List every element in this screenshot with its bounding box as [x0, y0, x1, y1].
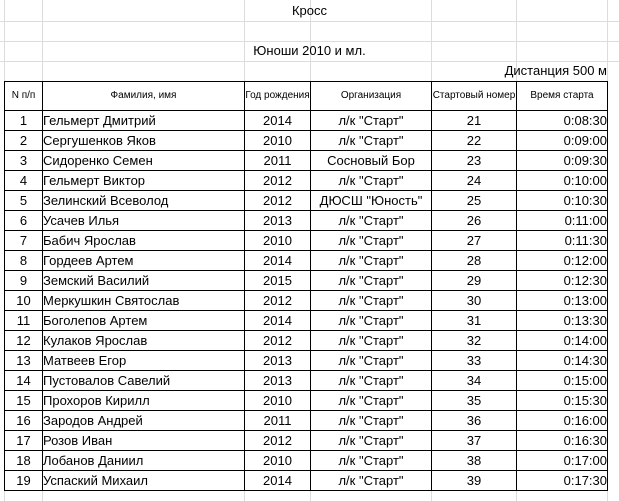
start-list-table	[4, 81, 608, 491]
cell-start-time[interactable]: 0:12:30	[517, 271, 608, 291]
cell-start-time[interactable]: 0:14:30	[517, 351, 608, 371]
cell-bib[interactable]: 28	[432, 251, 517, 271]
header-num[interactable]: N п/п	[5, 82, 43, 111]
cell-org[interactable]: л/к "Старт"	[311, 291, 432, 311]
cell-org[interactable]: л/к "Старт"	[311, 111, 432, 131]
cell-bib[interactable]: 24	[432, 171, 517, 191]
cell-year[interactable]: 2011	[245, 151, 311, 171]
cell-name[interactable]: Пустовалов Савелий	[43, 371, 245, 391]
cell-name[interactable]: Зародов Андрей	[43, 411, 245, 431]
cell-bib[interactable]: 37	[432, 431, 517, 451]
cell-start-time[interactable]: 0:17:30	[517, 471, 608, 491]
table-row	[5, 351, 608, 371]
table-row	[5, 171, 608, 191]
cell-org[interactable]: л/к "Старт"	[311, 451, 432, 471]
cell-num[interactable]: 1	[5, 111, 43, 131]
cell-bib[interactable]: 31	[432, 311, 517, 331]
table-row	[5, 231, 608, 251]
cell-bib[interactable]: 35	[432, 391, 517, 411]
cell-start-time[interactable]: 0:16:30	[517, 431, 608, 451]
cell-year[interactable]: 2013	[245, 211, 311, 231]
cell-bib[interactable]: 21	[432, 111, 517, 131]
cell-year[interactable]: 2014	[245, 471, 311, 491]
cell-num[interactable]: 13	[5, 351, 43, 371]
cell-num[interactable]: 4	[5, 171, 43, 191]
cell-bib[interactable]: 33	[432, 351, 517, 371]
cell-num[interactable]: 10	[5, 291, 43, 311]
cell-year[interactable]: 2012	[245, 291, 311, 311]
cell-num[interactable]: 11	[5, 311, 43, 331]
cell-bib[interactable]: 29	[432, 271, 517, 291]
cell-org[interactable]: Сосновый Бор	[311, 151, 432, 171]
cell-bib[interactable]: 32	[432, 331, 517, 351]
cell-num[interactable]: 14	[5, 371, 43, 391]
header-year[interactable]: Год рождения	[245, 82, 311, 111]
cell-year[interactable]: 2010	[245, 131, 311, 151]
cell-org[interactable]: л/к "Старт"	[311, 431, 432, 451]
cell-start-time[interactable]: 0:14:00	[517, 331, 608, 351]
cell-start-time[interactable]: 0:08:30	[517, 111, 608, 131]
cell-name[interactable]: Боголепов Артем	[43, 311, 245, 331]
cell-year[interactable]: 2014	[245, 111, 311, 131]
cell-num[interactable]: 12	[5, 331, 43, 351]
cell-name[interactable]: Кулаков Ярослав	[43, 331, 245, 351]
cell-name[interactable]: Прохоров Кирилл	[43, 391, 245, 411]
cell-start-time[interactable]: 0:11:00	[517, 211, 608, 231]
cell-bib[interactable]: 34	[432, 371, 517, 391]
header-start[interactable]: Время старта	[517, 82, 608, 111]
table-row	[5, 191, 608, 211]
header-bib[interactable]: Стартовый номер	[432, 82, 517, 111]
table-row	[5, 331, 608, 351]
cell-name[interactable]: Бабич Ярослав	[43, 231, 245, 251]
cell-start-time[interactable]: 0:12:00	[517, 251, 608, 271]
cell-start-time[interactable]: 0:10:00	[517, 171, 608, 191]
table-row	[5, 251, 608, 271]
gridline	[0, 21, 619, 22]
cell-year[interactable]: 2010	[245, 391, 311, 411]
cell-org[interactable]: л/к "Старт"	[311, 351, 432, 371]
cell-year[interactable]: 2012	[245, 191, 311, 211]
cell-year[interactable]: 2014	[245, 311, 311, 331]
table-row	[5, 151, 608, 171]
cell-year[interactable]: 2010	[245, 231, 311, 251]
cell-year[interactable]: 2014	[245, 251, 311, 271]
cell-org[interactable]: л/к "Старт"	[311, 371, 432, 391]
cell-num[interactable]: 15	[5, 391, 43, 411]
table-row	[5, 291, 608, 311]
cell-year[interactable]: 2013	[245, 351, 311, 371]
cell-org[interactable]: л/к "Старт"	[311, 251, 432, 271]
cell-name[interactable]: Зелинский Всеволод	[43, 191, 245, 211]
cell-bib[interactable]: 23	[432, 151, 517, 171]
cell-start-time[interactable]: 0:13:00	[517, 291, 608, 311]
cell-name[interactable]: Матвеев Егор	[43, 351, 245, 371]
table-body	[5, 111, 608, 491]
table-row	[5, 111, 608, 131]
cell-name[interactable]: Гельмерт Виктор	[43, 171, 245, 191]
cell-bib[interactable]: 22	[432, 131, 517, 151]
cell-org[interactable]: л/к "Старт"	[311, 411, 432, 431]
cell-num[interactable]: 17	[5, 431, 43, 451]
cell-name[interactable]: Розов Иван	[43, 431, 245, 451]
table-row	[5, 271, 608, 291]
cell-year[interactable]: 2013	[245, 371, 311, 391]
cell-year[interactable]: 2011	[245, 411, 311, 431]
cell-bib[interactable]: 30	[432, 291, 517, 311]
cell-year[interactable]: 2015	[245, 271, 311, 291]
cell-org[interactable]: л/к "Старт"	[311, 271, 432, 291]
cell-start-time[interactable]: 0:09:00	[517, 131, 608, 151]
cell-num[interactable]: 8	[5, 251, 43, 271]
cell-num[interactable]: 6	[5, 211, 43, 231]
cell-name[interactable]: Меркушкин Святослав	[43, 291, 245, 311]
header-org[interactable]: Организация	[311, 82, 432, 111]
cell-name[interactable]: Гордеев Артем	[43, 251, 245, 271]
cell-start-time[interactable]: 0:16:00	[517, 411, 608, 431]
cell-name[interactable]: Успаский Михаил	[43, 471, 245, 491]
cell-start-time[interactable]: 0:15:00	[517, 371, 608, 391]
cell-num[interactable]: 16	[5, 411, 43, 431]
cell-name[interactable]: Сидоренко Семен	[43, 151, 245, 171]
cell-bib[interactable]: 38	[432, 451, 517, 471]
cell-year[interactable]: 2012	[245, 171, 311, 191]
cell-org[interactable]: л/к "Старт"	[311, 471, 432, 491]
cell-year[interactable]: 2012	[245, 431, 311, 451]
cell-num[interactable]: 19	[5, 471, 43, 491]
table-header-row	[5, 82, 608, 111]
distance-label[interactable]: Дистанция 500 м	[504, 63, 607, 78]
cell-bib[interactable]: 25	[432, 191, 517, 211]
cell-num[interactable]: 18	[5, 451, 43, 471]
cell-org[interactable]: л/к "Старт"	[311, 331, 432, 351]
cell-org[interactable]: л/к "Старт"	[311, 311, 432, 331]
cell-org[interactable]: л/к "Старт"	[311, 391, 432, 411]
cell-num[interactable]: 7	[5, 231, 43, 251]
table-row	[5, 211, 608, 231]
cell-num[interactable]: 2	[5, 131, 43, 151]
cell-year[interactable]: 2010	[245, 451, 311, 471]
cell-org[interactable]: л/к "Старт"	[311, 131, 432, 151]
table-row	[5, 451, 608, 471]
table-row	[5, 471, 608, 491]
cell-num[interactable]: 5	[5, 191, 43, 211]
table-row	[5, 371, 608, 391]
cell-year[interactable]: 2012	[245, 331, 311, 351]
cell-start-time[interactable]: 0:10:30	[517, 191, 608, 211]
cell-org[interactable]: л/к "Старт"	[311, 171, 432, 191]
cell-start-time[interactable]: 0:13:30	[517, 311, 608, 331]
cell-org[interactable]: л/к "Старт"	[311, 231, 432, 251]
cell-name[interactable]: Лобанов Даниил	[43, 451, 245, 471]
cell-name[interactable]: Сергушенков Яков	[43, 131, 245, 151]
cell-bib[interactable]: 27	[432, 231, 517, 251]
cell-bib[interactable]: 36	[432, 411, 517, 431]
cell-name[interactable]: Гельмерт Дмитрий	[43, 111, 245, 131]
cell-bib[interactable]: 39	[432, 471, 517, 491]
group-title[interactable]: Юноши 2010 и мл.	[253, 43, 366, 58]
table-row	[5, 431, 608, 451]
cell-name[interactable]: Усачев Илья	[43, 211, 245, 231]
cell-org[interactable]: ДЮСШ "Юность"	[311, 191, 432, 211]
cell-org[interactable]: л/к "Старт"	[311, 211, 432, 231]
cell-start-time[interactable]: 0:11:30	[517, 231, 608, 251]
cell-start-time[interactable]: 0:15:30	[517, 391, 608, 411]
table-row	[5, 411, 608, 431]
table-row	[5, 391, 608, 411]
cell-start-time[interactable]: 0:17:00	[517, 451, 608, 471]
cell-name[interactable]: Земский Василий	[43, 271, 245, 291]
header-name[interactable]: Фамилия, имя	[43, 82, 245, 111]
cell-num[interactable]: 3	[5, 151, 43, 171]
table-row	[5, 131, 608, 151]
cell-start-time[interactable]: 0:09:30	[517, 151, 608, 171]
sheet-title[interactable]: Кросс	[291, 3, 328, 18]
cell-bib[interactable]: 26	[432, 211, 517, 231]
cell-num[interactable]: 9	[5, 271, 43, 291]
table-row	[5, 311, 608, 331]
